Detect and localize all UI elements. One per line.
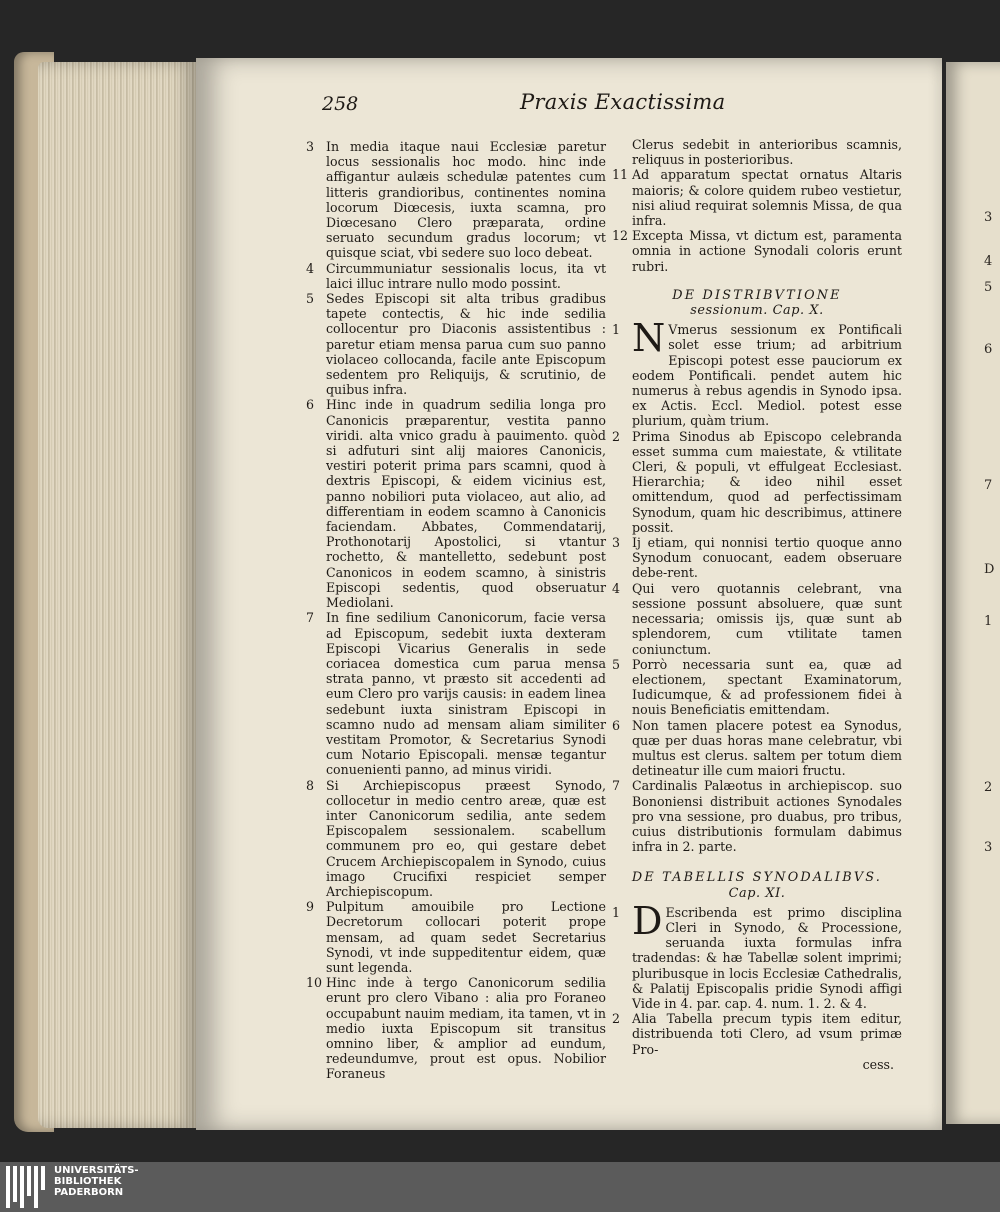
section-heading-xi (612, 870, 902, 900)
numbered-paragraph (612, 898, 902, 1011)
paragraph-text: Escribenda est primo disciplina Cleri in Synodo, & Processione, seruanda iuxta formulas infra tradendas: & hæ Tabellæ solent imprimi; pluribusque in locis Ecclesiæ Cathedralis, & Palatij Episcopalis pridie Synodi affigi Vide in 4. par. cap. 4. num. 1. 2. & 4. (632, 904, 902, 1011)
margin-number: 6 (984, 342, 993, 357)
numbered-paragraph (306, 291, 606, 397)
numbered-paragraph (306, 899, 606, 975)
numbered-paragraph (306, 139, 606, 261)
paragraph-text: In media itaque naui Ecclesiæ paretur locus sessionalis hoc modo. hinc inde affigantur aulæis schedulæ patentes cum litteris grandioribus, continentes nomina locorum Diœcesis, iuxta scamna, pro Diœcesano Clero præparata, ordine seruato secundum gradus locorum; vt quisque sciat, vbi sedere suo loco debeat. (326, 139, 606, 261)
continued-paragraph: Clerus sedebit in anterioribus scamnis, reliquus in posterioribus. (632, 137, 902, 168)
paragraph-number: 9 (306, 899, 315, 915)
paragraph-text: Ad apparatum spectat ornatus Altaris maioris; & colore quidem rubeo vestietur, nisi aliud requirat solemnis Missa, de qua infra. (632, 167, 902, 229)
library-logo-icon (6, 1166, 48, 1208)
numbered-paragraph (612, 778, 902, 854)
paragraph-number: 2 (612, 428, 621, 444)
paragraph-number: 10 (306, 975, 323, 991)
margin-number: D (984, 562, 995, 577)
section-xi-items (612, 898, 902, 1057)
numbered-paragraph (612, 228, 902, 274)
paragraph-number: 5 (306, 291, 315, 307)
drop-cap: N (632, 316, 666, 361)
logo-line-1: UNIVERSITÄTS- (54, 1165, 139, 1176)
page-number: 258 (322, 93, 359, 115)
paragraph-text: Ij etiam, qui nonnisi tertio quoque anno Synodum conuocant, eadem obseruare debe-rent. (632, 535, 902, 581)
library-footer (0, 1162, 1000, 1212)
paragraph-number: 4 (612, 580, 621, 596)
paragraph-number: 6 (612, 717, 621, 733)
right-items (612, 167, 902, 273)
section-heading-x (612, 288, 902, 318)
paragraph-text: In fine sedilium Canonicorum, facie versa ad Episcopum, sedebit iuxta dexteram Episcopi Vicarius Generalis in sede coriacea domestica cum parua mensa strata panno, vt præsto sit accedenti ad eum Clero pro varijs causis: in eadem linea sedebunt iuxta sinistram Episcopi in scamno nudo ad mensam aliam similiter vestitam Promotor, & Secretarius Synodi cum Notario Episcopali. mensæ tegantur conuenienti panno, ad minus viridi. (326, 610, 606, 778)
paragraph-number: 1 (612, 904, 621, 920)
numbered-paragraph (612, 657, 902, 718)
paragraph-number: 11 (612, 167, 629, 183)
section-x-items (612, 316, 902, 855)
drop-cap: D (632, 898, 663, 943)
page-edges (38, 62, 198, 1128)
numbered-paragraph (612, 718, 902, 779)
paragraph-text: Circummuniatur sessionalis locus, ita vt laici illuc intrare nullo modo possint. (326, 260, 606, 291)
paragraph-number: 12 (612, 228, 629, 244)
margin-number: 2 (984, 780, 993, 795)
numbered-paragraph (612, 535, 902, 581)
paragraph-text: Si Archiepiscopus præest Synodo, collocetur in medio centro areæ, quæ est inter Canonicorum sedilia, ante sedem Episcopalem sessionalem. scabellum communem pro eo, qui gestare debet Crucem Archiepiscopalem in Synodo, cuius imago Crucifixi respiciet semper Archiepiscopum. (326, 777, 606, 899)
numbered-paragraph (612, 167, 902, 228)
margin-number: 1 (984, 614, 993, 629)
section-subtitle: sessionum. Cap. X. (690, 303, 824, 319)
paragraph-number: 5 (612, 656, 621, 672)
numbered-paragraph (612, 429, 902, 535)
paragraph-text: Cardinalis Palæotus in archiepiscop. suo Bononiensi distribuit actiones Synodales pro vna sessione, pro duabus, pro tribus, cuius distributionis formulam dabimus infra in 2. parte. (632, 778, 902, 855)
numbered-paragraph (306, 778, 606, 900)
paragraph-text: Prima Sinodus ab Episcopo celebranda esset summa cum maiestate, & vtilitate Cleri, & populi, vt effulgeat Ecclesiast. Hierarchia; & ideo nihil esset omittendum, quod ad perfectissimam Synodum, quam hic describimus, attinere possit. (632, 428, 902, 535)
numbered-paragraph (612, 316, 902, 429)
margin-number: 4 (984, 254, 993, 269)
paragraph-number: 7 (612, 778, 621, 794)
paragraph-number: 2 (612, 1011, 621, 1027)
paragraph-text: Sedes Episcopi sit alta tribus gradibus tapete contectis, & hic inde sedilia collocentur pro Diaconis assistentibus : paretur etiam mensa parua cum suo panno violaceo collocanda, facile ante Episcopum sedentem pro Reliquijs, & scrutinio, de quibus infra. (326, 291, 606, 398)
paragraph-text: Hinc inde in quadrum sedilia longa pro Canonicis præparentur, vestita panno viridi. alta vnico gradu à pauimento. quòd si adfuturi sint alij maiores Canonicis, vestiri poterit prima pars scamni, quod à dextris Episcopi, & eidem vicinius est, panno nobiliori puta violaceo, aut alio, ad differentiam in eodem scamno à Canonicis faciendam. Abbates, Commendatarij, Prothonotarij Apostolici, si vtantur rochetto, & mantelletto, sedebunt post Canonicos in eodem scamno, à sinistris Episcopi sedentis, quod obseruatur Mediolani. (326, 397, 606, 611)
logo-line-3: PADERBORN (54, 1187, 124, 1198)
paragraph-text: Pulpitum amouibile pro Lectione Decretorum collocari poterit prope mensam, ad quam sedet Secretarius Synodi, vt inde suppeditentur eidem, quæ sunt legenda. (326, 899, 606, 975)
numbered-paragraph (306, 610, 606, 777)
paragraph-number: 8 (306, 777, 315, 793)
numbered-paragraph (306, 975, 606, 1081)
numbered-paragraph (612, 1011, 902, 1057)
numbered-paragraph (612, 581, 902, 657)
numbered-paragraph (306, 397, 606, 610)
margin-number: 5 (984, 280, 993, 295)
running-title: Praxis Exactissima (520, 90, 726, 114)
paragraph-text: Alia Tabella precum typis item editur, distribuenda toti Clero, ad vsum primæ Pro- (632, 1011, 902, 1057)
margin-number: 3 (984, 840, 993, 855)
paragraph-text: Porrò necessaria sunt ea, quæ ad electionem, spectant Examinatorum, Iudicumque, & ad professionem fidei à nouis Beneficiatis emittendam. (632, 656, 902, 718)
margin-number: 3 (984, 210, 993, 225)
paragraph-number: 6 (306, 397, 315, 413)
paragraph-number: 1 (612, 322, 621, 338)
right-column (612, 137, 902, 1072)
paragraph-text: Qui vero quotannis celebrant, vna sessione possunt absoluere, quæ sunt necessaria; omissis ijs, quæ sunt ab splendorem, cum vtilitate tamen coniunctum. (632, 580, 902, 657)
paragraph-number: 3 (306, 139, 315, 154)
left-column (306, 139, 606, 1082)
numbered-paragraph (306, 261, 606, 291)
paragraph-text: Excepta Missa, vt dictum est, paramenta omnia in actione Synodali coloris erunt rubri. (632, 228, 902, 274)
section-subtitle: Cap. XI. (728, 885, 786, 901)
paragraph-text: Hinc inde à tergo Canonicorum sedilia erunt pro clero Vibano : alia pro Foraneo occupabunt nauim mediam, ita tamen, vt in medio iuxta Episcopum sit transitus omnino liber, & amplior ad eundum, redeundumve, prout est opus. Nobilior Foraneus (326, 975, 606, 1082)
paragraph-number: 4 (306, 260, 315, 276)
margin-number: 7 (984, 478, 993, 493)
paragraph-number: 7 (306, 610, 315, 626)
paragraph-number: 3 (612, 535, 621, 551)
library-logo-text (54, 1165, 139, 1198)
catchword: cess. (862, 1056, 894, 1072)
logo-line-2: BIBLIOTHEK (54, 1176, 122, 1187)
paragraph-text: Vmerus sessionum ex Pontificali solet esse trium; ad arbitrium Episcopi potest esse pauciorum ex eodem Pontificali. pendet autem hic numerus à rebus agendis in Synodo ipsa. ex Actis. Eccl. Mediol. potest esse plurium, quàm trium. (632, 322, 902, 429)
section-title: DE TABELLIS SYNODALIBVS. (631, 870, 883, 886)
paragraph-text: Non tamen placere potest ea Synodus, quæ per duas horas mane celebratur, vbi multus est clerus. saltem per totum diem detineatur ille cum maiori fructu. (632, 717, 902, 779)
section-title: DE DISTRIBVTIONE (672, 287, 842, 303)
